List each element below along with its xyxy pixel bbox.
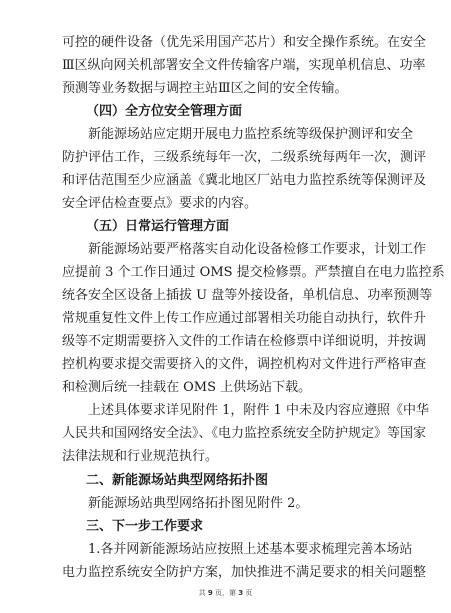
paragraph-line: 预测等业务数据与调控主站Ⅲ区之间的安全传输。 [62, 81, 348, 96]
paragraph-line: 和评估范围至少应涵盖《冀北地区厂站电力监控系统等保测评及 [62, 173, 427, 188]
paragraph-line: 应提前 3 个工作日通过 OMS 提交检修票。严禁擅自在电力监控系 [62, 265, 445, 280]
paragraph-line: 可控的硬件设备（优先采用国产芯片）和安全操作系统。在安全 [62, 35, 427, 50]
paragraph-line: 常规重复性文件上传工作应通过部署相关功能自动执行，软件升 [62, 311, 427, 326]
paragraph-line: 人民共和国网络安全法》、《电力监控系统安全防护规定》等国家 [62, 426, 427, 441]
paragraph-line: 法律法规和行业规范执行。 [62, 449, 219, 464]
paragraph-line: 控机构要求提交需要挤入的文件，调控机构对文件进行严格审查 [62, 357, 427, 372]
paragraph-line: 电力监控系统安全防护方案，加快推进不满足要求的相关问题整 [62, 565, 427, 580]
section-heading-5: （五）日常运行管理方面 [86, 219, 230, 234]
paragraph-line: Ⅲ区纵向网关机部署安全文件传输客户端，实现单机信息、功率 [62, 58, 426, 73]
page-footer [0, 589, 451, 597]
paragraph-line: 和检测后统一挂载在 OMS 上供场站下载。 [62, 380, 312, 395]
footer-text: 页，第 [212, 589, 239, 597]
paragraph-line: 级等不定期需要挤入文件的工作请在检修票中详细说明，并按调 [62, 334, 427, 349]
footer-text: 共 [198, 589, 208, 597]
paragraph-line: 新能源场站要严格落实自动化设备检修工作要求，计划工作 [88, 242, 427, 257]
current-page: 3 [238, 589, 244, 597]
paragraph-line: 统各安全区设备上插拔 U 盘等外接设备，单机信息、功率预测等 [62, 288, 433, 303]
chapter-heading-3: 三、下一步工作要求 [86, 519, 204, 534]
paragraph-line: 安全评估检查要点》要求的内容。 [62, 196, 258, 211]
paragraph-line: 1.各并网新能源场站应按照上述基本要求梳理完善本场站 [88, 542, 413, 557]
chapter-heading-2: 二、新能源场站典型网络拓扑图 [86, 473, 269, 488]
paragraph-line: 新能源场站典型网络拓扑图见附件 2。 [88, 496, 309, 511]
paragraph-line: 新能源场站应定期开展电力监控系统等级保护测评和安全 [88, 127, 414, 142]
section-heading-4: （四）全方位安全管理方面 [86, 104, 243, 119]
footer-text: 页 [243, 589, 253, 597]
total-pages: 9 [207, 589, 213, 597]
paragraph-line: 防护评估工作，三级系统每年一次，二级系统每两年一次，测评 [62, 150, 427, 165]
paragraph-line: 上述具体要求详见附件 1，附件 1 中未及内容应遵照《中华 [88, 403, 429, 418]
